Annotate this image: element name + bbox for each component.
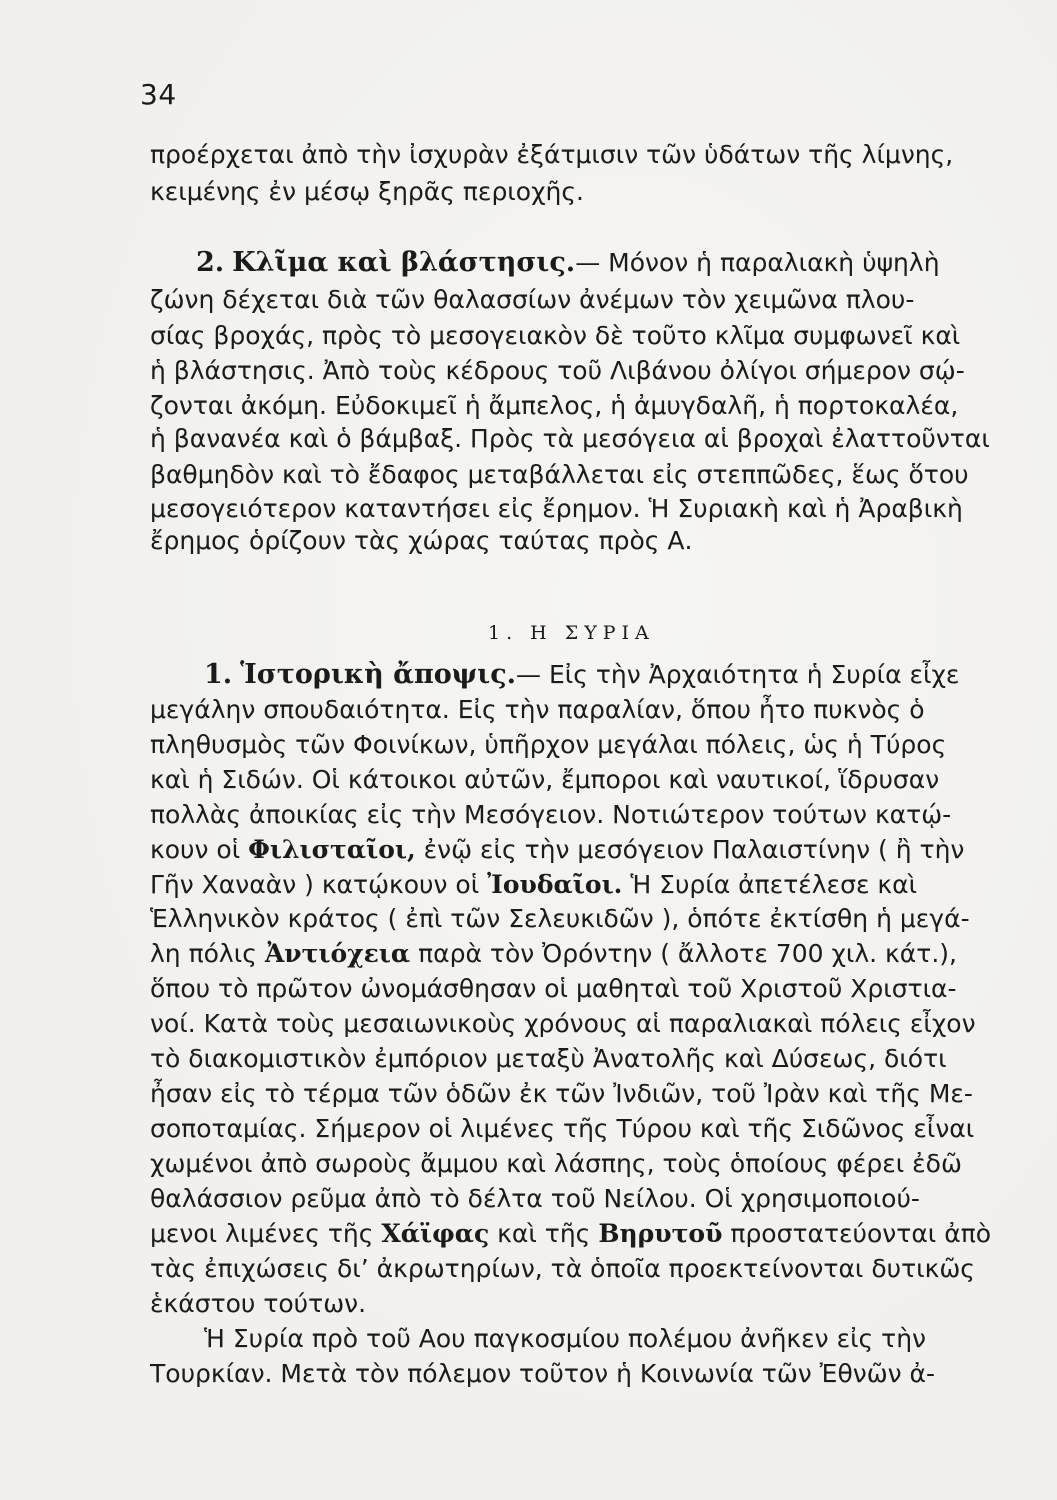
- text-line: τὰς ἐπιχώσεις δι’ ἀκρωτηρίων, τὰ ὁποῖα προεκτείνονται δυτικῶς: [150, 1254, 975, 1283]
- text-span: λη πόλις: [150, 939, 257, 968]
- text-span: καὶ τῆς: [497, 1219, 591, 1248]
- text-span: ἐνῷ εἰς τὴν μεσόγειον Παλαιστίνην ( ἢ τὴν: [423, 835, 965, 864]
- text-line: ζώνη δέχεται διὰ τῶν θαλασσίων ἀνέμων τὸν χειμῶνα πλου-: [150, 285, 915, 314]
- text-span: παρὰ τὸν Ὀρόντην ( ἄλλοτε 700 χιλ. κάτ.),: [418, 939, 957, 968]
- text-line: μεσογειότερον καταντήσει εἰς ἔρημον. Ἡ Συριακὴ καὶ ἡ Ἀραβικὴ: [150, 494, 963, 523]
- text-line: καὶ ἡ Σιδών. Οἱ κάτοικοι αὐτῶν, ἔμποροι καὶ ναυτικοί, ἵδρυσαν: [150, 765, 940, 794]
- text-line: πληθυσμὸς τῶν Φοινίκων, ὑπῆρχον μεγάλαι πόλεις, ὡς ἡ Τύρος: [150, 730, 947, 759]
- text-line: Ἑλληνικὸν κράτος ( ἐπὶ τῶν Σελευκιδῶν ), ὁπότε ἐκτίσθη ἡ μεγά-: [150, 904, 970, 933]
- bold-term-jews: Ἰουδαῖοι.: [487, 870, 623, 899]
- text-line: [150, 1219, 991, 1249]
- bold-term-haifa: Χάϊφας: [381, 1219, 490, 1248]
- section-heading: 1. Η ΣΥΡΙΑ: [488, 622, 655, 644]
- text-line: σίας βροχάς, πρὸς τὸ μεσογειακὸν δὲ τοῦτο κλῖμα συμφωνεῖ καὶ: [150, 321, 961, 350]
- text-line: βαθμηδὸν καὶ τὸ ἔδαφος μεταβάλλεται εἰς στεππῶδες, ἕως ὅτου: [150, 460, 969, 489]
- text-span: Ἡ Συρία ἀπετέλεσε καὶ: [630, 870, 918, 899]
- text-line: [150, 835, 964, 865]
- text-line: ἦσαν εἰς τὸ τέρμα τῶν ὁδῶν ἐκ τῶν Ἰνδιῶν, τοῦ Ἰρὰν καὶ τῆς Με-: [150, 1079, 973, 1108]
- text-span: μενοι λιμένες τῆς: [150, 1219, 374, 1248]
- climate-heading-text: — Μόνον ἡ παραλιακὴ ὑψηλὴ: [575, 248, 940, 277]
- text-line: [150, 939, 957, 969]
- history-heading-line: [204, 660, 959, 690]
- bold-term-philistines: Φιλισταῖοι,: [248, 835, 416, 864]
- text-line: ὅπου τὸ πρῶτον ὠνομάσθησαν οἱ μαθηταὶ τοῦ Χριστοῦ Χριστια-: [150, 974, 957, 1003]
- text-line: προέρχεται ἀπὸ τὴν ἰσχυρὰν ἐξάτμισιν τῶν ὑδάτων τῆς λίμνης,: [150, 140, 954, 169]
- text-line: Ἡ Συρία πρὸ τοῦ Αου παγκοσμίου πολέμου ἀνῆκεν εἰς τὴν: [204, 1324, 927, 1353]
- text-line: ἡ βανανέα καὶ ὁ βάμβαξ. Πρὸς τὰ μεσόγεια αἱ βροχαὶ ἐλαττοῦνται: [150, 424, 990, 453]
- text-line: τὸ διακομιστικὸν ἐμπόριον μεταξὺ Ἀνατολῆς καὶ Δύσεως, διότι: [150, 1044, 947, 1073]
- climate-heading-line: [196, 248, 940, 278]
- text-line: ἡ βλάστησις. Ἀπὸ τοὺς κέδρους τοῦ Λιβάνου ὀλίγοι σήμερον σῴ-: [150, 356, 965, 385]
- text-line: ζονται ἀκόμη. Εὐδοκιμεῖ ἡ ἄμπελος, ἡ ἀμυγδαλῆ, ἡ πορτοκαλέα,: [150, 391, 959, 420]
- text-line: πολλὰς ἀποικίας εἰς τὴν Μεσόγειον. Νοτιώτερον τούτων κατῴ-: [150, 800, 952, 829]
- text-span: προστατεύονται ἀπὸ: [730, 1219, 992, 1248]
- text-line: ἑκάστου τούτων.: [150, 1289, 367, 1318]
- text-span: κουν οἱ: [150, 835, 241, 864]
- text-line: θαλάσσιον ρεῦμα ἀπὸ τὸ δέλτα τοῦ Νείλου. Οἱ χρησιμοποιού-: [150, 1184, 920, 1213]
- text-line: ἔρημος ὁρίζουν τὰς χώρας ταύτας πρὸς Α.: [150, 526, 693, 555]
- bold-term-beirut: Βηρυτοῦ: [598, 1219, 723, 1248]
- text-line: κειμένης ἐν μέσῳ ξηρᾶς περιοχῆς.: [150, 177, 584, 206]
- page-number: 34: [140, 78, 177, 111]
- bold-term-antioch: Ἀντιόχεια: [264, 939, 411, 968]
- text-line: Τουρκίαν. Μετὰ τὸν πόλεμον τοῦτον ἡ Κοινωνία τῶν Ἐθνῶν ἀ-: [150, 1359, 936, 1388]
- climate-title: Κλῖμα καὶ βλάστησις.: [232, 247, 576, 278]
- history-title: Ἱστορικὴ ἄποψις.: [240, 659, 517, 690]
- text-line: [150, 870, 917, 900]
- text-line: μεγάλην σπουδαιότητα. Εἰς τὴν παραλίαν, ὅπου ἦτο πυκνὸς ὁ: [150, 695, 925, 724]
- history-heading-text: — Εἰς τὴν Ἀρχαιότητα ἡ Συρία εἶχε: [516, 660, 960, 689]
- text-line: χωμένοι ἀπὸ σωροὺς ἄμμου καὶ λάσπης, τοὺς ὁποίους φέρει ἐδῶ: [150, 1149, 962, 1178]
- text-span: Γῆν Χαναὰν ) κατῴκουν οἱ: [150, 870, 480, 899]
- history-number: 1.: [204, 659, 233, 690]
- climate-number: 2.: [196, 247, 225, 278]
- text-line: σοποταμίας. Σήμερον οἱ λιμένες τῆς Τύρου καὶ τῆς Σιδῶνος εἶναι: [150, 1114, 975, 1143]
- text-line: νοί. Κατὰ τοὺς μεσαιωνικοὺς χρόνους αἱ παραλιακαὶ πόλεις εἶχον: [150, 1009, 976, 1038]
